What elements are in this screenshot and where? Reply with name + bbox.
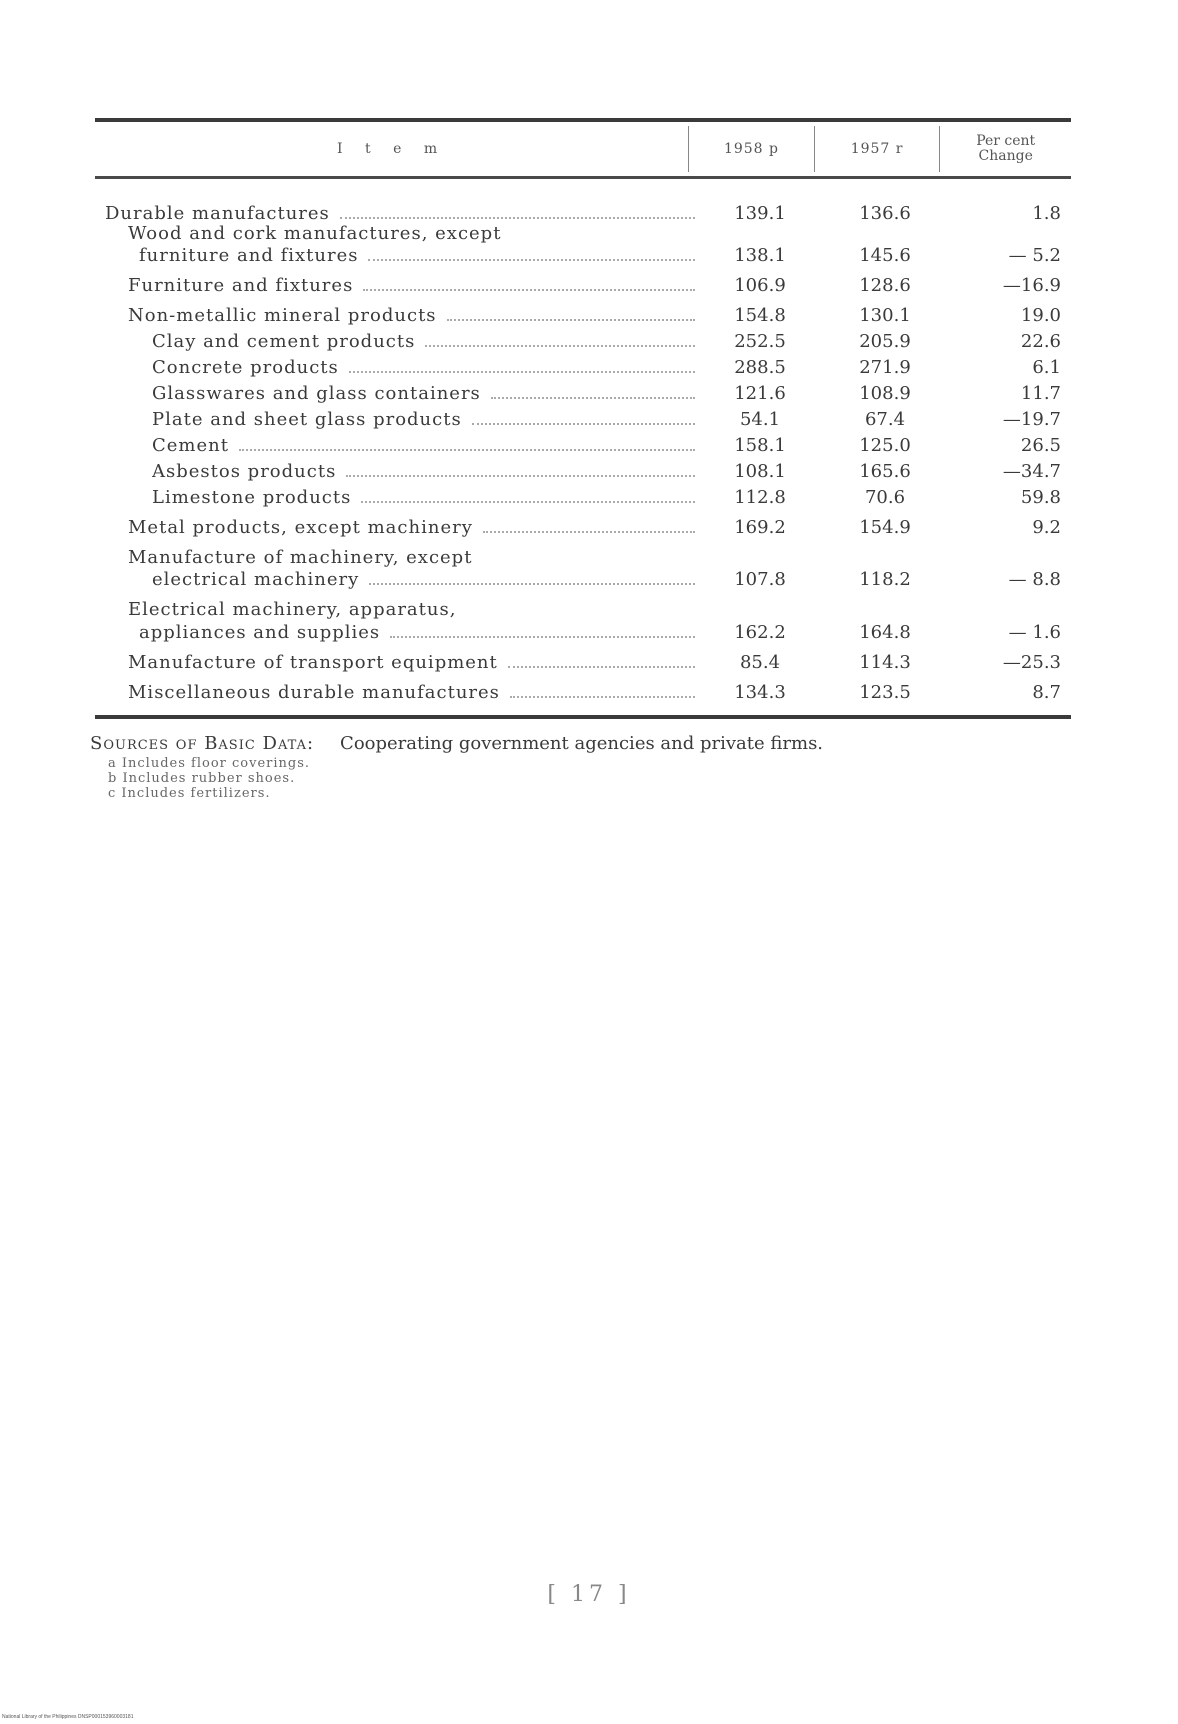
value-1957: 205.9 [859, 331, 911, 352]
value-1958: 252.5 [734, 331, 786, 352]
row-label: Concrete products [152, 357, 339, 378]
table-row [95, 652, 1071, 676]
row-label-line1: Manufacture of machinery, except [128, 547, 473, 568]
value-percent-change: — 8.8 [1008, 569, 1061, 590]
value-1958: 107.8 [734, 569, 786, 590]
dot-leader [361, 487, 695, 503]
sources-text: Cooperating government agencies and private firms. [340, 733, 824, 754]
dot-leader [349, 357, 695, 373]
value-1957: 108.9 [859, 383, 911, 404]
value-1957: 271.9 [859, 357, 911, 378]
value-1957: 154.9 [859, 517, 911, 538]
header-1957: 1957 r [814, 126, 940, 172]
table-header [95, 122, 1071, 176]
value-1957: 136.6 [859, 203, 911, 224]
value-1958: 158.1 [734, 435, 786, 456]
table-row [95, 357, 1071, 381]
footnotes [108, 756, 310, 801]
value-1957: 70.6 [864, 487, 906, 508]
row-label: furniture and fixtures [139, 245, 359, 266]
value-1958: 169.2 [734, 517, 786, 538]
archive-footer: National Library of the Philippines DNSP000153960003181 [2, 1714, 134, 1720]
value-1958: 108.1 [734, 461, 786, 482]
value-percent-change: 11.7 [1020, 383, 1061, 404]
dot-leader [363, 275, 695, 291]
value-1957: 145.6 [859, 245, 911, 266]
value-percent-change: 22.6 [1020, 331, 1061, 352]
table-row [95, 331, 1071, 355]
table-row [95, 275, 1071, 299]
value-1958: 138.1 [734, 245, 786, 266]
footnote-b: b Includes rubber shoes. [108, 771, 296, 786]
table-row [95, 245, 1071, 269]
row-label-line1: Wood and cork manufactures, except [128, 223, 502, 244]
table-row [95, 487, 1071, 511]
value-1958: 134.3 [734, 682, 786, 703]
value-1958: 121.6 [734, 383, 786, 404]
value-percent-change: 6.1 [1032, 357, 1061, 378]
dot-leader [447, 305, 695, 321]
sources-line [90, 733, 823, 754]
table-row [95, 622, 1071, 646]
value-percent-change: —34.7 [1002, 461, 1061, 482]
value-percent-change: 26.5 [1020, 435, 1061, 456]
table-row [95, 517, 1071, 541]
row-label-line1: Electrical machinery, apparatus, [128, 599, 457, 620]
value-1958: 106.9 [734, 275, 786, 296]
dot-leader [369, 569, 695, 585]
value-1957: 165.6 [859, 461, 911, 482]
value-1957: 130.1 [859, 305, 911, 326]
dot-leader [239, 435, 695, 451]
sources-label: Sources of Basic Data: [90, 733, 315, 754]
value-percent-change: 59.8 [1020, 487, 1061, 508]
value-1957: 114.3 [859, 652, 911, 673]
dot-leader [390, 622, 695, 638]
dot-leader [472, 409, 695, 425]
value-percent-change: — 1.6 [1008, 622, 1061, 643]
value-1957: 118.2 [859, 569, 911, 590]
value-1957: 125.0 [859, 435, 911, 456]
value-1958: 54.1 [739, 409, 781, 430]
dot-leader [510, 682, 695, 698]
table-row [95, 682, 1071, 706]
dot-leader [425, 331, 695, 347]
value-1957: 128.6 [859, 275, 911, 296]
table-row [95, 409, 1071, 433]
header-1958: 1958 p [688, 126, 814, 172]
footnote-c: c Includes fertilizers. [108, 786, 271, 801]
header-percent-line1: Per cent [976, 133, 1036, 149]
row-label: Durable manufactures [105, 203, 330, 224]
row-label: Furniture and fixtures [128, 275, 354, 296]
row-label: electrical machinery [152, 569, 360, 590]
table-row [95, 305, 1071, 329]
table-row [95, 383, 1071, 407]
value-1957: 123.5 [859, 682, 911, 703]
header-percent-line2: Change [978, 148, 1033, 164]
value-1957: 164.8 [859, 622, 911, 643]
data-table [95, 118, 1071, 719]
table-body [95, 179, 1071, 719]
value-1958: 85.4 [739, 652, 781, 673]
dot-leader [368, 245, 695, 261]
dot-leader [491, 383, 695, 399]
header-percent-change [939, 126, 1071, 172]
row-label: Plate and sheet glass products [152, 409, 462, 430]
row-label: Clay and cement products [152, 331, 416, 352]
value-percent-change: —25.3 [1002, 652, 1061, 673]
value-percent-change: —16.9 [1002, 275, 1061, 296]
value-1958: 288.5 [734, 357, 786, 378]
row-label: Glasswares and glass containers [152, 383, 481, 404]
value-percent-change: — 5.2 [1008, 245, 1061, 266]
table-row [95, 461, 1071, 485]
row-label: Asbestos products [152, 461, 337, 482]
value-1958: 139.1 [734, 203, 786, 224]
value-1958: 112.8 [734, 487, 786, 508]
value-percent-change: 9.2 [1032, 517, 1061, 538]
table-bottom-rule [95, 715, 1071, 719]
dot-leader [340, 203, 695, 219]
value-1958: 154.8 [734, 305, 786, 326]
value-1958: 162.2 [734, 622, 786, 643]
row-label: Miscellaneous durable manufactures [128, 682, 500, 703]
table-row [95, 435, 1071, 459]
value-1957: 67.4 [864, 409, 906, 430]
page-number: [ 17 ] [547, 1582, 631, 1607]
row-label: Cement [152, 435, 229, 456]
row-label: Limestone products [152, 487, 352, 508]
row-label: Non-metallic mineral products [128, 305, 437, 326]
dot-leader [346, 461, 695, 477]
footnote-a: a Includes floor coverings. [108, 756, 311, 771]
value-percent-change: 1.8 [1032, 203, 1061, 224]
row-label: Metal products, except machinery [128, 517, 473, 538]
dot-leader [483, 517, 695, 533]
value-percent-change: 19.0 [1020, 305, 1061, 326]
row-label: Manufacture of transport equipment [128, 652, 498, 673]
value-percent-change: —19.7 [1002, 409, 1061, 430]
dot-leader [508, 652, 695, 668]
row-label: appliances and supplies [139, 622, 381, 643]
table-row [95, 569, 1071, 593]
value-percent-change: 8.7 [1032, 682, 1061, 703]
header-item: I t e m [337, 141, 447, 157]
